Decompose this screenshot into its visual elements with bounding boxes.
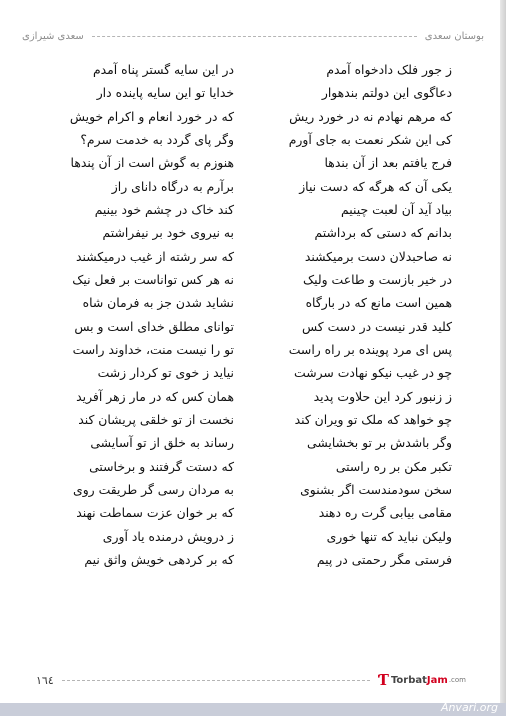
hemistich-second: که بر کردهی خویش واثق نیم [84, 552, 234, 568]
hemistich-second: نه هر کس تواناست بر فعل نیک [72, 272, 234, 288]
page-header [22, 27, 484, 45]
verse-row [56, 105, 456, 128]
hemistich-second: نیاید ز خوی تو کردار زشت [97, 365, 234, 381]
hemistich-second: توانای مطلق خدای است و بس [74, 318, 234, 334]
torbatjam-logo [378, 671, 466, 689]
page-footer [36, 672, 466, 688]
hemistich-first: مقامی بیابی گرت ره دهند [318, 505, 452, 521]
verse-row [56, 198, 456, 221]
watermark: Anvari.org [440, 701, 498, 714]
hemistich-first: سخن سودمندست اگر بشنوی [300, 482, 452, 498]
hemistich-first: کلید قدر نیست در دست کس [301, 318, 452, 334]
verse-row [56, 408, 456, 431]
hemistich-first: ز جور فلک دادخواه آمدم [326, 62, 452, 78]
hemistich-first: بیاد آید آن لعبت چینیم [341, 202, 452, 218]
hemistich-first: کی این شکر نعمت به جای آورم [288, 132, 452, 148]
hemistich-first: بدانم که دستی که برداشتم [314, 225, 452, 241]
hemistich-first: یکی آن که هرگه که دست نیاز [299, 178, 452, 194]
hemistich-first: تکبر مکن بر ره راستی [335, 458, 452, 474]
verse-row [56, 175, 456, 198]
hemistich-first: فرستی مگر رحمتی در پیم [316, 552, 452, 568]
hemistich-second: نشاید شدن جز به فرمان شاه [82, 295, 234, 311]
header-divider [92, 36, 417, 37]
hemistich-first: ز زنبور کرد این حلاوت پدید [313, 388, 452, 404]
logo-text-domain: .com [448, 676, 466, 684]
bottom-bar [0, 703, 506, 716]
hemistich-first: در خیر بازست و طاعت ولیک [303, 272, 452, 288]
hemistich-first: ولیکن نباید که تنها خوری [326, 528, 452, 544]
hemistich-second: به مردان رسی گر طریقت روی [73, 482, 234, 498]
verse-row [56, 478, 456, 501]
hemistich-second: برآرم به درگاه دانای راز [111, 178, 234, 194]
hemistich-second: ز درویش درمنده یاد آوری [102, 528, 234, 544]
hemistich-second: کند خاک در چشم خود بینیم [94, 202, 234, 218]
hemistich-first: پس ای مرد پوینده بر راه راست [288, 342, 452, 358]
hemistich-second: به نیروی خود بر نیفراشتم [102, 225, 234, 241]
hemistich-second: خدایا تو این سایه پاینده دار [96, 85, 234, 101]
hemistich-first: فرج یافتم بعد از آن بندها [324, 155, 452, 171]
verse-row [56, 221, 456, 244]
hemistich-second: در این سایه گستر پناه آمدم [92, 62, 234, 78]
hemistich-second: که دستت گرفتند و برخاستی [89, 458, 234, 474]
hemistich-first: چو خواهد که ملک تو ویران کند [294, 412, 452, 428]
logo-text-torbat: Torbat [390, 674, 427, 686]
verse-row [56, 501, 456, 524]
hemistich-second: رساند به خلق از تو آسایشی [90, 435, 234, 451]
verse-row [56, 338, 456, 361]
verse-row [56, 268, 456, 291]
hemistich-first: نه صاحبدلان دست برمیکشند [304, 248, 452, 264]
verse-row [56, 455, 456, 478]
hemistich-second: که در خورد انعام و اکرام خویش [69, 108, 234, 124]
hemistich-second: که بر خوان عزت سماطت نهند [76, 505, 234, 521]
logo-mark-icon: Ƭ [377, 671, 389, 689]
logo-text-jam: Jam [426, 674, 448, 686]
hemistich-second: هنوزم به گوش است از آن پندها [70, 155, 234, 171]
footer-divider [62, 680, 370, 681]
verse-row [56, 81, 456, 104]
verse-row [56, 128, 456, 151]
hemistich-second: که سر رشته از غیب درمیکشند [75, 248, 234, 264]
book-title: بوستان سعدی [424, 30, 484, 42]
hemistich-first: همین است مانع که در بارگاه [305, 295, 452, 311]
verse-row [56, 548, 456, 571]
hemistich-first: دعاگوی این دولتم بندهوار [321, 85, 452, 101]
hemistich-first: که مرهم نهادم نه در خورد ریش [289, 108, 452, 124]
page-edge-shadow [500, 0, 506, 716]
hemistich-first: چو در غیب نیکو نهادت سرشت [294, 365, 452, 381]
poem-body [56, 58, 456, 571]
verse-row [56, 361, 456, 384]
verse-row [56, 525, 456, 548]
page-number: ١٦٤ [36, 673, 54, 687]
verse-row [56, 385, 456, 408]
hemistich-second: تو را نیست منت، خداوند راست [72, 342, 234, 358]
hemistich-second: همان کس که در مار زهر آفرید [76, 388, 234, 404]
hemistich-second: وگر پای گردد به خدمت سرم؟ [80, 132, 234, 148]
verse-row [56, 431, 456, 454]
verse-row [56, 151, 456, 174]
hemistich-first: وگر باشدش بر تو بخشایشی [307, 435, 452, 451]
verse-row [56, 315, 456, 338]
author-name: سعدی شیرازی [22, 30, 84, 42]
verse-row [56, 291, 456, 314]
verse-row [56, 245, 456, 268]
hemistich-second: نخست از تو خلقی پریشان کند [78, 412, 234, 428]
verse-row [56, 58, 456, 81]
